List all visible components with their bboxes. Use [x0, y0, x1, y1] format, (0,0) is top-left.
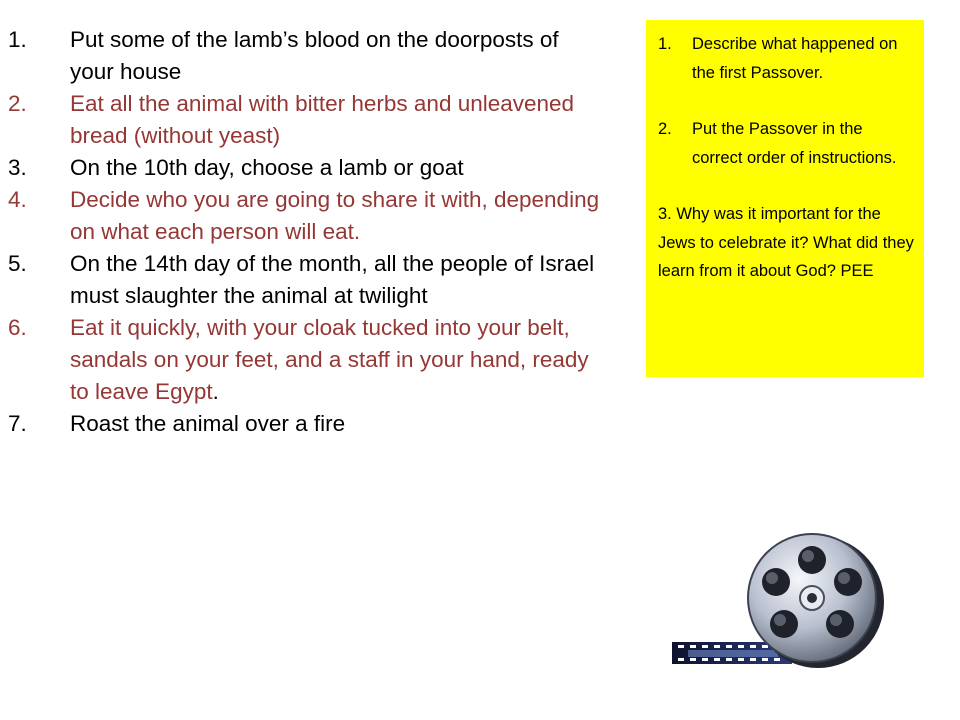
film-reel-icon: [670, 520, 890, 670]
instruction-text: Eat it quickly, with your cloak tucked into your belt, sandals on your feet, and a staff in your hand, ready to leave Egypt: [70, 315, 589, 404]
task-spacer: [658, 172, 914, 200]
instruction-period: .: [212, 379, 219, 404]
task-text: 3. Why was it important for the Jews to celebrate it? What did they learn from it about God? PEE: [658, 205, 914, 280]
instruction-item-4: [8, 184, 608, 248]
task-number: 2.: [658, 120, 672, 138]
instruction-text: On the 10th day, choose a lamb or goat: [70, 155, 464, 180]
task-spacer: [658, 87, 914, 115]
instruction-item-5: [8, 248, 608, 312]
instruction-item-3: [8, 152, 608, 184]
instruction-number: 1.: [8, 27, 27, 52]
task-question-3: [658, 200, 914, 286]
instruction-item-7: [8, 408, 608, 440]
instruction-text: Eat all the animal with bitter herbs and unleavened bread (without yeast): [70, 91, 575, 148]
instruction-number: 4.: [8, 187, 27, 212]
instruction-list: [8, 24, 608, 440]
instruction-text: Put some of the lamb’s blood on the doorposts of your house: [70, 27, 559, 84]
instruction-text: On the 14th day of the month, all the people of Israel must slaughter the animal at twilight: [70, 251, 595, 308]
task-box: [646, 20, 924, 377]
task-question-2: [658, 115, 914, 172]
instruction-item-2: [8, 88, 608, 152]
instruction-number: 2.: [8, 91, 27, 116]
instruction-number: 3.: [8, 155, 27, 180]
task-text: Describe what happened on the first Passover.: [692, 35, 898, 82]
instruction-number: 6.: [8, 315, 27, 340]
instruction-text: Decide who you are going to share it with, depending on what each person will eat.: [70, 187, 600, 244]
instruction-item-1: [8, 24, 608, 88]
task-question-1: [658, 30, 914, 87]
task-number: 1.: [658, 35, 672, 53]
instruction-text: Roast the animal over a fire: [70, 411, 346, 436]
instruction-number: 5.: [8, 251, 27, 276]
instruction-item-6: [8, 312, 608, 408]
task-text: Put the Passover in the correct order of instructions.: [692, 120, 897, 167]
instruction-number: 7.: [8, 411, 27, 436]
